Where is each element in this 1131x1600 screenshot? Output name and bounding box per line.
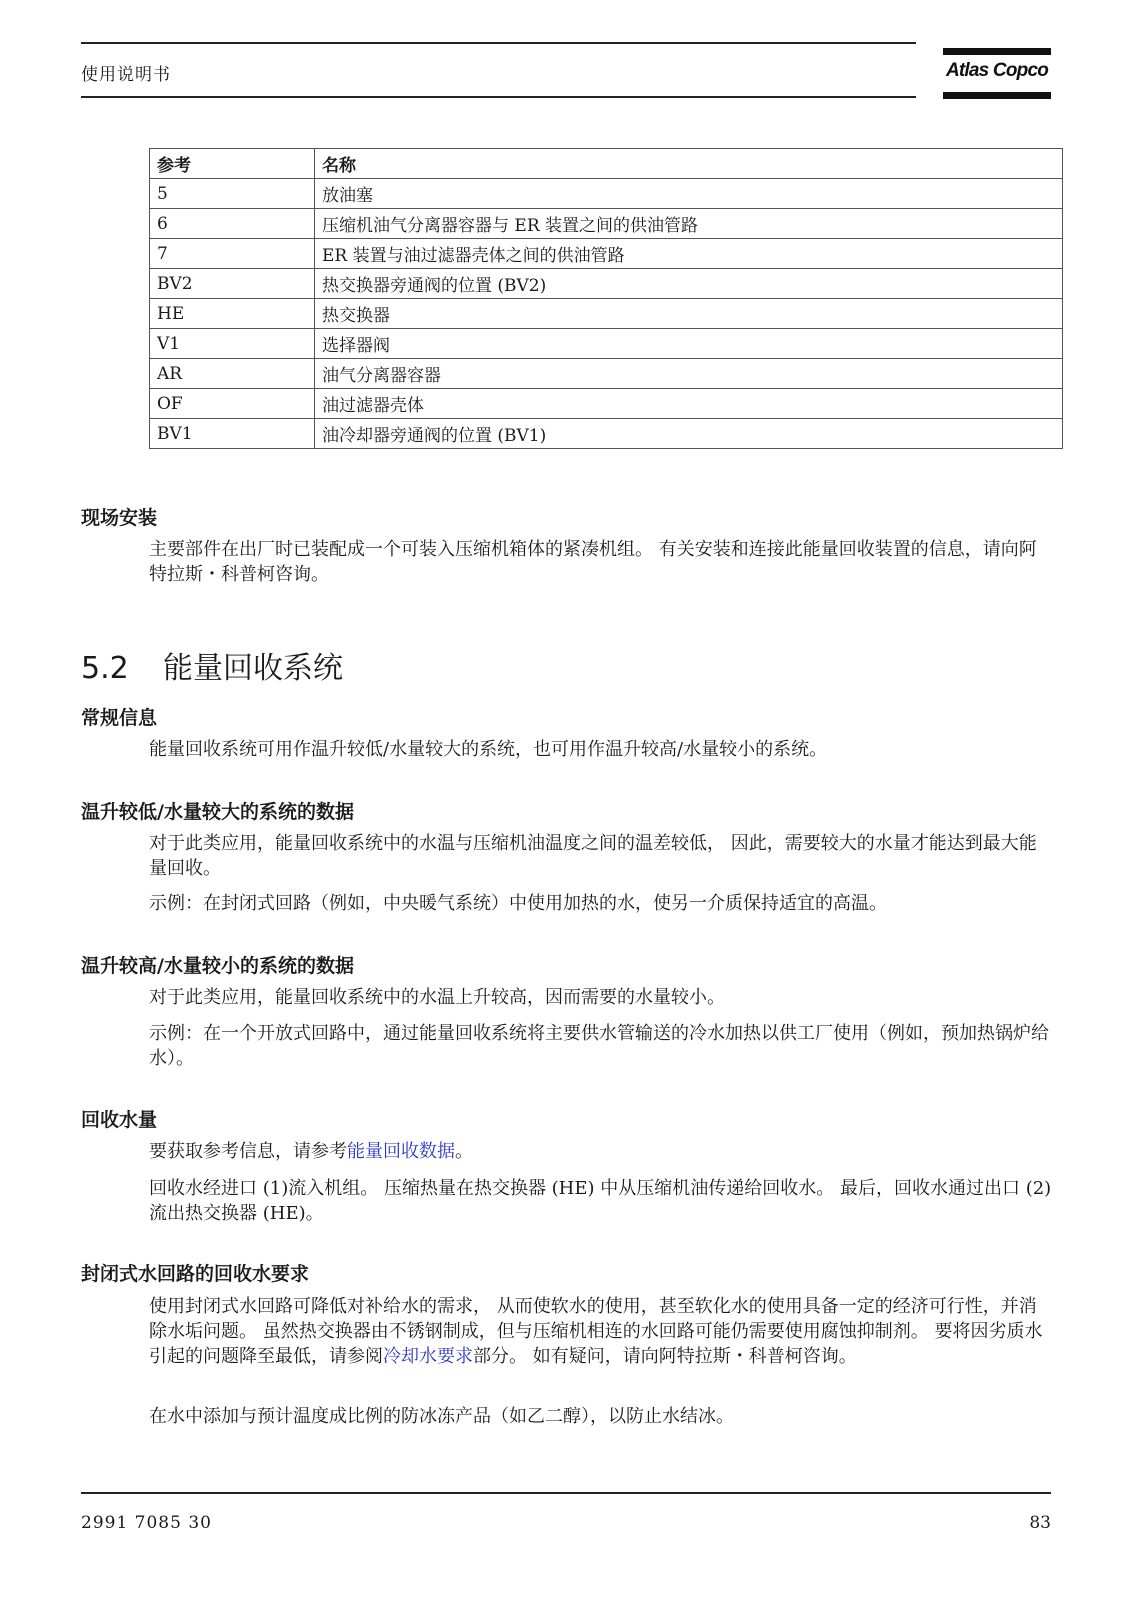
section-heading-site-install: 现场安装 xyxy=(81,507,158,529)
chapter-number: 5.2 xyxy=(81,651,129,686)
atlas-copco-logo xyxy=(943,48,1051,99)
header-rule xyxy=(81,96,916,98)
paragraph-closed-loop-1 xyxy=(149,1294,1054,1369)
column-header-reference: 参考 xyxy=(150,149,315,179)
table-cell-ref: BV2 xyxy=(150,269,315,299)
table-row xyxy=(150,359,1063,389)
table-cell-ref: V1 xyxy=(150,329,315,359)
table-cell-name: 油冷却器旁通阀的位置 (BV1) xyxy=(315,419,1063,449)
table-row xyxy=(150,239,1063,269)
table-cell-ref: BV1 xyxy=(150,419,315,449)
logo-text: Atlas Copco xyxy=(945,60,1049,81)
table-cell-name: 热交换器旁通阀的位置 (BV2) xyxy=(315,269,1063,299)
text-span: 部分。 如有疑问，请向阿特拉斯・科普柯咨询。 xyxy=(473,1346,857,1367)
section-heading-general: 常规信息 xyxy=(81,707,158,729)
paragraph-high-rise-1: 对于此类应用，能量回收系统中的水温上升较高，因而需要的水量较小。 xyxy=(149,987,725,1008)
table-cell-name: 压缩机油气分离器容器与 ER 装置之间的供油管路 xyxy=(315,209,1063,239)
page-number: 83 xyxy=(1029,1513,1051,1533)
table-cell-name: 油过滤器壳体 xyxy=(315,389,1063,419)
text-span: 要获取参考信息，请参考 xyxy=(149,1141,347,1162)
paragraph-recovery-water-1 xyxy=(149,1139,1054,1164)
paragraph-site-install: 主要部件在出厂时已装配成一个可装入压缩机箱体的紧凑机组。 有关安装和连接此能量回收装置的信息，请向阿特拉斯・科普柯咨询。 xyxy=(149,539,1037,585)
table-row xyxy=(150,389,1063,419)
document-title: 使用说明书 xyxy=(81,65,171,85)
table-cell-name: 热交换器 xyxy=(315,299,1063,329)
table-row xyxy=(150,179,1063,209)
document-number: 2991 7085 30 xyxy=(81,1513,212,1533)
section-heading-closed-loop: 封闭式水回路的回收水要求 xyxy=(81,1263,310,1285)
table-row xyxy=(150,269,1063,299)
table-cell-ref: HE xyxy=(150,299,315,329)
reference-table xyxy=(149,148,1063,449)
table-cell-ref: AR xyxy=(150,359,315,389)
table-cell-ref: 6 xyxy=(150,209,315,239)
paragraph-low-rise-1: 对于此类应用，能量回收系统中的水温与压缩机油温度之间的温差较低， 因此，需要较大的水量才能达到最大能量回收。 xyxy=(149,833,1037,879)
text-span: 使用封闭式水回路可降低对补给水的需求， 从而使软水的使用，甚至软化水的使用具备一定的经济可行性，并消除水垢问题。 虽然热交换器由不锈钢制成，但与压缩机相连的水回路可能仍需要使用腐蚀抑制剂。 要将因劣质水引起的问题降至最低，请参阅 xyxy=(149,1296,1043,1367)
table-row xyxy=(150,329,1063,359)
section-heading-high-rise: 温升较高/水量较小的系统的数据 xyxy=(81,955,354,977)
table-cell-ref: 5 xyxy=(150,179,315,209)
table-row xyxy=(150,299,1063,329)
table-cell-name: 选择器阀 xyxy=(315,329,1063,359)
table-row xyxy=(150,209,1063,239)
table-cell-ref: 7 xyxy=(150,239,315,269)
section-heading-recovery-water: 回收水量 xyxy=(81,1109,158,1131)
table-cell-name: 油气分离器容器 xyxy=(315,359,1063,389)
header-rule xyxy=(81,42,916,44)
table-row xyxy=(150,419,1063,449)
table-header-row xyxy=(150,149,1063,179)
paragraph-general: 能量回收系统可用作温升较低/水量较大的系统，也可用作温升较高/水量较小的系统。 xyxy=(149,739,828,760)
section-heading-low-rise: 温升较低/水量较大的系统的数据 xyxy=(81,801,354,823)
footer-rule xyxy=(81,1492,1051,1494)
text-span: 。 xyxy=(455,1141,473,1162)
energy-recovery-data-link[interactable]: 能量回收数据 xyxy=(347,1141,455,1162)
chapter-title: 能量回收系统 xyxy=(163,651,343,686)
table-cell-ref: OF xyxy=(150,389,315,419)
column-header-name: 名称 xyxy=(315,149,1063,179)
table-cell-name: ER 装置与油过滤器壳体之间的供油管路 xyxy=(315,239,1063,269)
paragraph-closed-loop-2: 在水中添加与预计温度成比例的防冰冻产品（如乙二醇），以防止水结冰。 xyxy=(149,1406,734,1427)
cooling-water-requirements-link[interactable]: 冷却水要求 xyxy=(383,1346,473,1367)
paragraph-low-rise-2: 示例：在封闭式回路（例如，中央暖气系统）中使用加热的水，使另一介质保持适宜的高温。 xyxy=(149,893,887,914)
chapter-heading xyxy=(81,643,343,687)
table-cell-name: 放油塞 xyxy=(315,179,1063,209)
paragraph-high-rise-2: 示例：在一个开放式回路中，通过能量回收系统将主要供水管输送的冷水加热以供工厂使用（例如，预加热锅炉给水）。 xyxy=(149,1023,1049,1069)
paragraph-recovery-water-2: 回收水经进口 (1)流入机组。 压缩热量在热交换器 (HE) 中从压缩机油传递给回收水。 最后，回收水通过出口 (2) 流出热交换器 (HE)。 xyxy=(149,1178,1052,1224)
